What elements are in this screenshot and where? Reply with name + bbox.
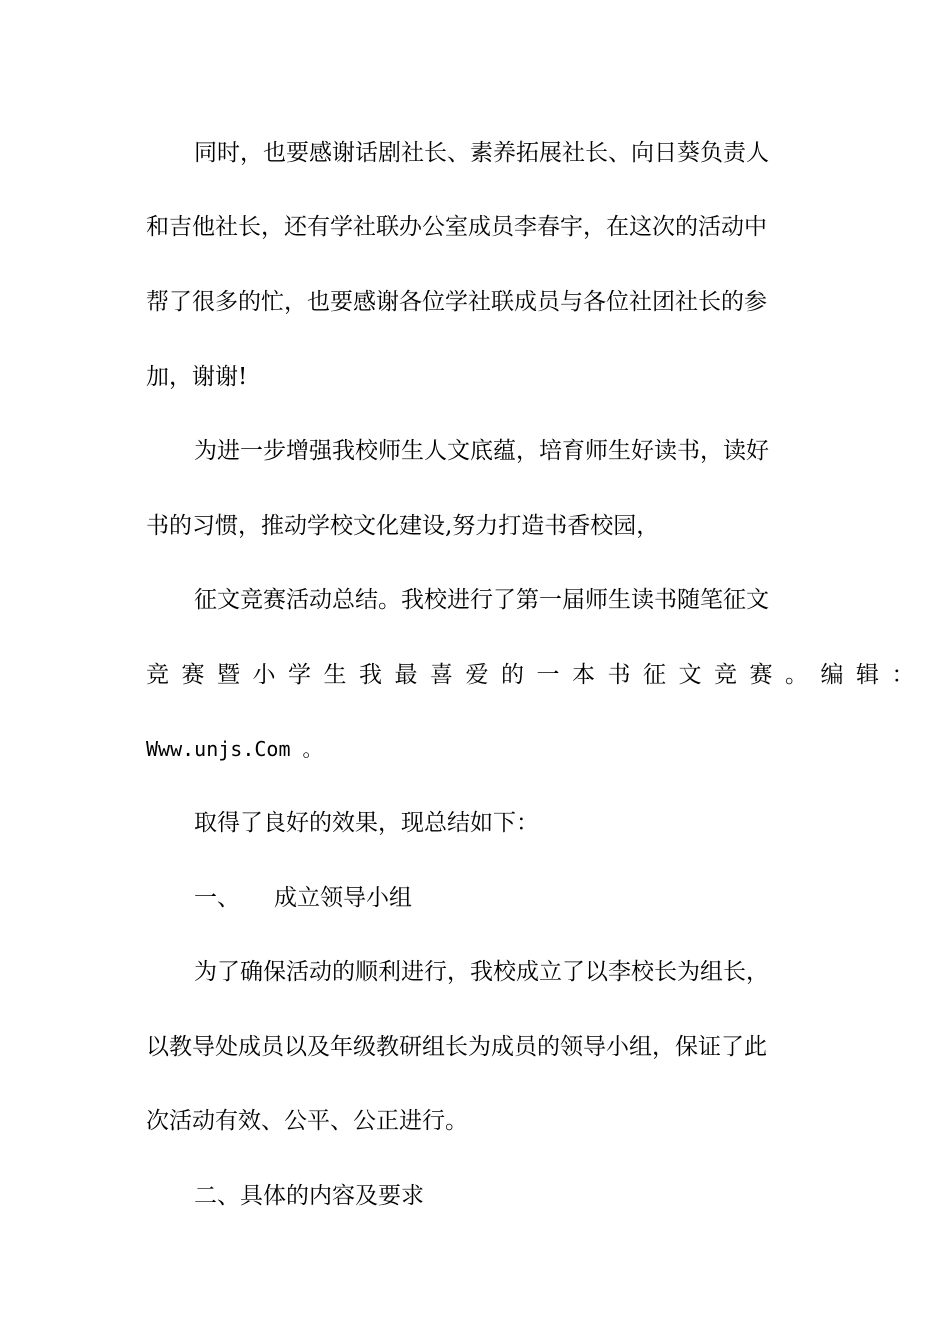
- paragraph-1-line-3: 帮了很多的忙，也要感谢各位学社联成员与各位社团社长的参: [146, 289, 767, 315]
- section-heading-1-title: 成立领导小组: [274, 885, 412, 911]
- paragraph-5-line-1: 为了确保活动的顺利进行，我校成立了以李校长为组长，: [194, 959, 769, 985]
- paragraph-5-line-2: 以教导处成员以及年级教研组长为成员的领导小组，保证了此: [146, 1034, 767, 1060]
- section-heading-1: [194, 883, 804, 913]
- paragraph-4-line-1: 取得了良好的效果，现总结如下：: [194, 810, 539, 836]
- paragraph-3-line-1: 征文竞赛活动总结。我校进行了第一届师生读书随笔征文: [194, 587, 769, 613]
- paragraph-2-line-1: 为进一步增强我校师生人文底蕴，培育师生好读书，读好: [194, 438, 769, 464]
- paragraph-3-line-3: Www.unjs.Com 。: [146, 737, 323, 761]
- paragraph-3-line-2: 竞赛暨小学生我最喜爱的一本书征文竞赛。编辑：: [146, 662, 927, 688]
- section-heading-2: 二、具体的内容及要求: [194, 1183, 424, 1209]
- paragraph-1-line-1: 同时，也要感谢话剧社长、素养拓展社长、向日葵负责人: [194, 140, 769, 166]
- paragraph-5-line-3: 次活动有效、公平、公正进行。: [146, 1108, 468, 1134]
- paragraph-1-line-4: 加，谢谢!: [146, 364, 248, 390]
- paragraph-1-line-2: 和吉他社长，还有学社联办公室成员李春宇，在这次的活动中: [146, 214, 767, 240]
- section-heading-1-number: 一、: [194, 885, 240, 911]
- paragraph-2-line-2: 书的习惯，推动学校文化建设,努力打造书香校园，: [146, 513, 660, 539]
